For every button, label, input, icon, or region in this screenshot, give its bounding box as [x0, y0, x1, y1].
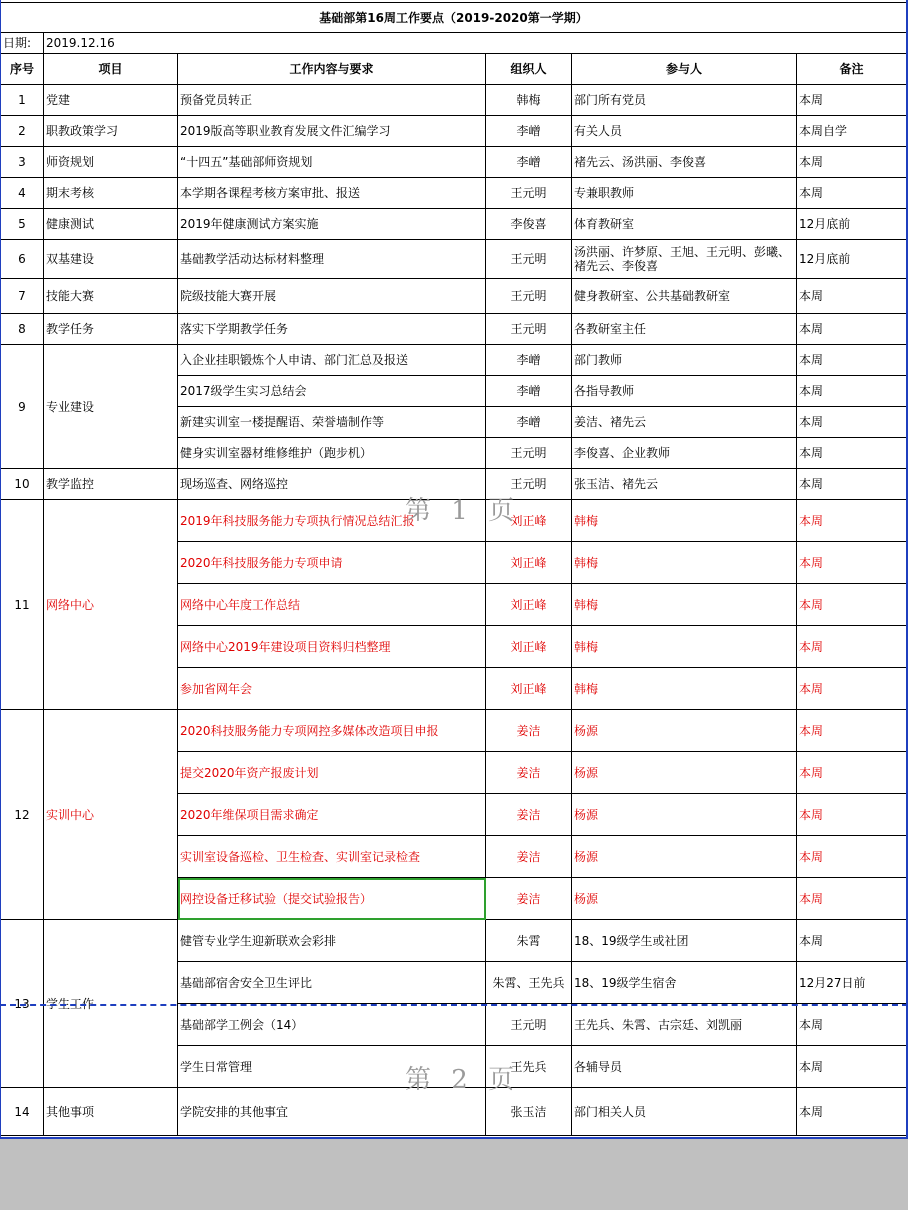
sheet-bottom-edge	[0, 1137, 908, 1139]
participants-cell[interactable]: 张玉洁、褚先云	[572, 469, 797, 500]
content-cell[interactable]: 预备党员转正	[178, 85, 486, 116]
project-cell[interactable]: 职教政策学习	[44, 116, 178, 147]
content-cell[interactable]: “十四五”基础部师资规划	[178, 147, 486, 178]
note-cell[interactable]: 12月底前	[797, 209, 907, 240]
table-row	[1, 240, 907, 279]
participants-cell[interactable]: 李俊喜、企业教师	[572, 438, 797, 469]
note-cell[interactable]: 本周	[797, 710, 907, 752]
organizer-cell[interactable]: 李嶒	[486, 407, 572, 438]
organizer-cell[interactable]: 姜洁	[486, 836, 572, 878]
organizer-cell[interactable]: 姜洁	[486, 794, 572, 836]
note-cell[interactable]: 本周	[797, 279, 907, 314]
note-cell[interactable]: 本周	[797, 878, 907, 920]
organizer-cell[interactable]: 王元明	[486, 279, 572, 314]
project-cell[interactable]: 实训中心	[44, 710, 178, 920]
organizer-cell[interactable]: 刘正峰	[486, 500, 572, 542]
sheet-title[interactable]: 基础部第16周工作要点（2019-2020第一学期）	[1, 3, 907, 33]
participants-cell[interactable]: 各指导教师	[572, 376, 797, 407]
content-cell[interactable]: 健管专业学生迎新联欢会彩排	[178, 920, 486, 962]
participants-cell[interactable]: 部门所有党员	[572, 85, 797, 116]
participants-cell[interactable]: 韩梅	[572, 626, 797, 668]
note-cell[interactable]: 本周	[797, 147, 907, 178]
participants-cell[interactable]: 杨源	[572, 836, 797, 878]
organizer-cell[interactable]: 朱霄、王先兵	[486, 962, 572, 1004]
header-project[interactable]: 项目	[44, 54, 178, 85]
organizer-cell[interactable]: 王元明	[486, 469, 572, 500]
note-cell[interactable]: 本周	[797, 626, 907, 668]
note-cell[interactable]: 本周	[797, 469, 907, 500]
content-cell[interactable]: 学院安排的其他事宜	[178, 1088, 486, 1136]
content-cell[interactable]: 2019年健康测试方案实施	[178, 209, 486, 240]
organizer-cell[interactable]: 姜洁	[486, 710, 572, 752]
row-number-cell[interactable]: 8	[1, 314, 44, 345]
row-number-cell[interactable]: 1	[1, 85, 44, 116]
project-cell[interactable]: 技能大赛	[44, 279, 178, 314]
row-number-cell[interactable]: 12	[1, 710, 44, 920]
organizer-cell[interactable]: 王元明	[486, 438, 572, 469]
content-cell[interactable]: 2019版高等职业教育发展文件汇编学习	[178, 116, 486, 147]
content-cell[interactable]: 学生日常管理	[178, 1046, 486, 1088]
date-row	[1, 33, 907, 54]
work-plan-table	[0, 2, 907, 1136]
note-cell[interactable]: 本周	[797, 314, 907, 345]
note-cell[interactable]: 本周	[797, 1004, 907, 1046]
content-cell[interactable]: 2019年科技服务能力专项执行情况总结汇报	[178, 500, 486, 542]
participants-cell[interactable]: 王先兵、朱霄、古宗廷、刘凯丽	[572, 1004, 797, 1046]
organizer-cell[interactable]: 张玉洁	[486, 1088, 572, 1136]
project-cell[interactable]: 专业建设	[44, 345, 178, 469]
organizer-cell[interactable]: 王元明	[486, 240, 572, 279]
table-row	[1, 147, 907, 178]
content-cell[interactable]: 2020年维保项目需求确定	[178, 794, 486, 836]
content-cell[interactable]: 2020科技服务能力专项网控多媒体改造项目申报	[178, 710, 486, 752]
note-cell[interactable]: 本周	[797, 794, 907, 836]
participants-cell[interactable]: 韩梅	[572, 668, 797, 710]
content-cell[interactable]: 健身实训室器材维修维护（跑步机）	[178, 438, 486, 469]
participants-cell[interactable]: 专兼职教师	[572, 178, 797, 209]
participants-cell[interactable]: 韩梅	[572, 542, 797, 584]
participants-cell[interactable]: 18、19级学生或社团	[572, 920, 797, 962]
project-cell[interactable]: 教学任务	[44, 314, 178, 345]
organizer-cell[interactable]: 姜洁	[486, 878, 572, 920]
content-cell[interactable]: 网络中心2019年建设项目资料归档整理	[178, 626, 486, 668]
table-row	[1, 920, 907, 962]
row-number-cell[interactable]: 11	[1, 500, 44, 710]
sheet-left-edge	[0, 0, 1, 1138]
date-label[interactable]: 日期:	[1, 33, 44, 54]
row-number-cell[interactable]: 6	[1, 240, 44, 279]
note-cell[interactable]: 本周	[797, 836, 907, 878]
note-cell[interactable]: 本周自学	[797, 116, 907, 147]
note-cell[interactable]: 本周	[797, 584, 907, 626]
organizer-cell[interactable]: 李嶒	[486, 345, 572, 376]
organizer-cell[interactable]: 李嶒	[486, 147, 572, 178]
content-cell[interactable]: 基础部宿舍安全卫生评比	[178, 962, 486, 1004]
note-cell[interactable]: 本周	[797, 542, 907, 584]
project-cell[interactable]: 期末考核	[44, 178, 178, 209]
note-cell[interactable]: 本周	[797, 668, 907, 710]
table-row	[1, 178, 907, 209]
participants-cell[interactable]: 汤洪丽、许梦原、王旭、王元明、彭曦、褚先云、李俊喜	[572, 240, 797, 279]
participants-cell[interactable]: 部门教师	[572, 345, 797, 376]
row-number-cell[interactable]: 14	[1, 1088, 44, 1136]
participants-cell[interactable]: 有关人员	[572, 116, 797, 147]
content-cell[interactable]: 落实下学期教学任务	[178, 314, 486, 345]
note-cell[interactable]: 本周	[797, 85, 907, 116]
note-cell[interactable]: 本周	[797, 1046, 907, 1088]
row-number-cell[interactable]: 7	[1, 279, 44, 314]
organizer-cell[interactable]: 李嶒	[486, 116, 572, 147]
organizer-cell[interactable]: 王元明	[486, 178, 572, 209]
note-cell[interactable]: 本周	[797, 752, 907, 794]
note-cell[interactable]: 本周	[797, 376, 907, 407]
row-number-cell[interactable]: 9	[1, 345, 44, 469]
content-cell[interactable]: 基础部学工例会（14）	[178, 1004, 486, 1046]
participants-cell[interactable]: 褚先云、汤洪丽、李俊喜	[572, 147, 797, 178]
table-row	[1, 710, 907, 752]
table-row	[1, 314, 907, 345]
header-participants[interactable]: 参与人	[572, 54, 797, 85]
row-number-cell[interactable]: 2	[1, 116, 44, 147]
participants-cell[interactable]: 各辅导员	[572, 1046, 797, 1088]
row-number-cell[interactable]: 4	[1, 178, 44, 209]
row-number-cell[interactable]: 5	[1, 209, 44, 240]
content-cell[interactable]: 入企业挂职锻炼个人申请、部门汇总及报送	[178, 345, 486, 376]
row-number-cell[interactable]: 13	[1, 920, 44, 1088]
header-note[interactable]: 备注	[797, 54, 907, 85]
organizer-cell[interactable]: 刘正峰	[486, 668, 572, 710]
note-cell[interactable]: 本周	[797, 407, 907, 438]
header-content[interactable]: 工作内容与要求	[178, 54, 486, 85]
participants-cell[interactable]: 部门相关人员	[572, 1088, 797, 1136]
participants-cell[interactable]: 杨源	[572, 878, 797, 920]
content-cell[interactable]: 2017级学生实习总结会	[178, 376, 486, 407]
participants-cell[interactable]: 韩梅	[572, 500, 797, 542]
content-cell[interactable]: 提交2020年资产报废计划	[178, 752, 486, 794]
participants-cell[interactable]: 健身教研室、公共基础教研室	[572, 279, 797, 314]
note-cell[interactable]: 本周	[797, 345, 907, 376]
participants-cell[interactable]: 18、19级学生宿舍	[572, 962, 797, 1004]
table-row	[1, 116, 907, 147]
project-cell[interactable]: 健康测试	[44, 209, 178, 240]
row-number-cell[interactable]: 10	[1, 469, 44, 500]
organizer-cell[interactable]: 王元明	[486, 314, 572, 345]
participants-cell[interactable]: 姜洁、褚先云	[572, 407, 797, 438]
header-no[interactable]: 序号	[1, 54, 44, 85]
note-cell[interactable]: 12月底前	[797, 240, 907, 279]
note-cell[interactable]: 12月27日前	[797, 962, 907, 1004]
content-cell[interactable]: 参加省网年会	[178, 668, 486, 710]
organizer-cell[interactable]: 刘正峰	[486, 626, 572, 668]
organizer-cell[interactable]: 韩梅	[486, 85, 572, 116]
content-cell[interactable]: 实训室设备巡检、卫生检查、实训室记录检查	[178, 836, 486, 878]
note-cell[interactable]: 本周	[797, 1088, 907, 1136]
organizer-cell[interactable]: 李嶒	[486, 376, 572, 407]
table-row	[1, 209, 907, 240]
content-cell[interactable]: 网控设备迁移试验（提交试验报告）	[178, 878, 486, 920]
project-cell[interactable]: 其他事项	[44, 1088, 178, 1136]
participants-cell[interactable]: 杨源	[572, 710, 797, 752]
note-cell[interactable]: 本周	[797, 500, 907, 542]
content-cell[interactable]: 现场巡查、网络巡控	[178, 469, 486, 500]
project-cell[interactable]: 学生工作	[44, 920, 178, 1088]
participants-cell[interactable]: 杨源	[572, 752, 797, 794]
project-cell[interactable]: 双基建设	[44, 240, 178, 279]
header-organizer[interactable]: 组织人	[486, 54, 572, 85]
header-row	[1, 54, 907, 85]
organizer-cell[interactable]: 李俊喜	[486, 209, 572, 240]
note-cell[interactable]: 本周	[797, 920, 907, 962]
organizer-cell[interactable]: 姜洁	[486, 752, 572, 794]
project-cell[interactable]: 党建	[44, 85, 178, 116]
table-row	[1, 85, 907, 116]
organizer-cell[interactable]: 刘正峰	[486, 584, 572, 626]
organizer-cell[interactable]: 刘正峰	[486, 542, 572, 584]
content-cell[interactable]: 院级技能大赛开展	[178, 279, 486, 314]
project-cell[interactable]: 师资规划	[44, 147, 178, 178]
organizer-cell[interactable]: 朱霄	[486, 920, 572, 962]
page-mark-2: 第 2 页	[405, 1065, 521, 1095]
participants-cell[interactable]: 体育教研室	[572, 209, 797, 240]
note-cell[interactable]: 本周	[797, 438, 907, 469]
page-mark-1: 第 1 页	[405, 496, 521, 526]
page-break-line	[0, 1004, 908, 1006]
project-cell[interactable]: 教学监控	[44, 469, 178, 500]
participants-cell[interactable]: 杨源	[572, 794, 797, 836]
content-cell[interactable]: 基础教学活动达标材料整理	[178, 240, 486, 279]
organizer-cell[interactable]: 王先兵	[486, 1046, 572, 1088]
row-number-cell[interactable]: 3	[1, 147, 44, 178]
content-cell[interactable]: 网络中心年度工作总结	[178, 584, 486, 626]
title-row	[1, 3, 907, 33]
content-cell[interactable]: 2020年科技服务能力专项申请	[178, 542, 486, 584]
content-cell[interactable]: 本学期各课程考核方案审批、报送	[178, 178, 486, 209]
content-cell[interactable]: 新建实训室一楼提醒语、荣誉墙制作等	[178, 407, 486, 438]
table-row	[1, 345, 907, 376]
note-cell[interactable]: 本周	[797, 178, 907, 209]
date-value[interactable]: 2019.12.16	[44, 33, 907, 54]
participants-cell[interactable]: 各教研室主任	[572, 314, 797, 345]
participants-cell[interactable]: 韩梅	[572, 584, 797, 626]
organizer-cell[interactable]: 王元明	[486, 1004, 572, 1046]
table-row	[1, 279, 907, 314]
project-cell[interactable]: 网络中心	[44, 500, 178, 710]
